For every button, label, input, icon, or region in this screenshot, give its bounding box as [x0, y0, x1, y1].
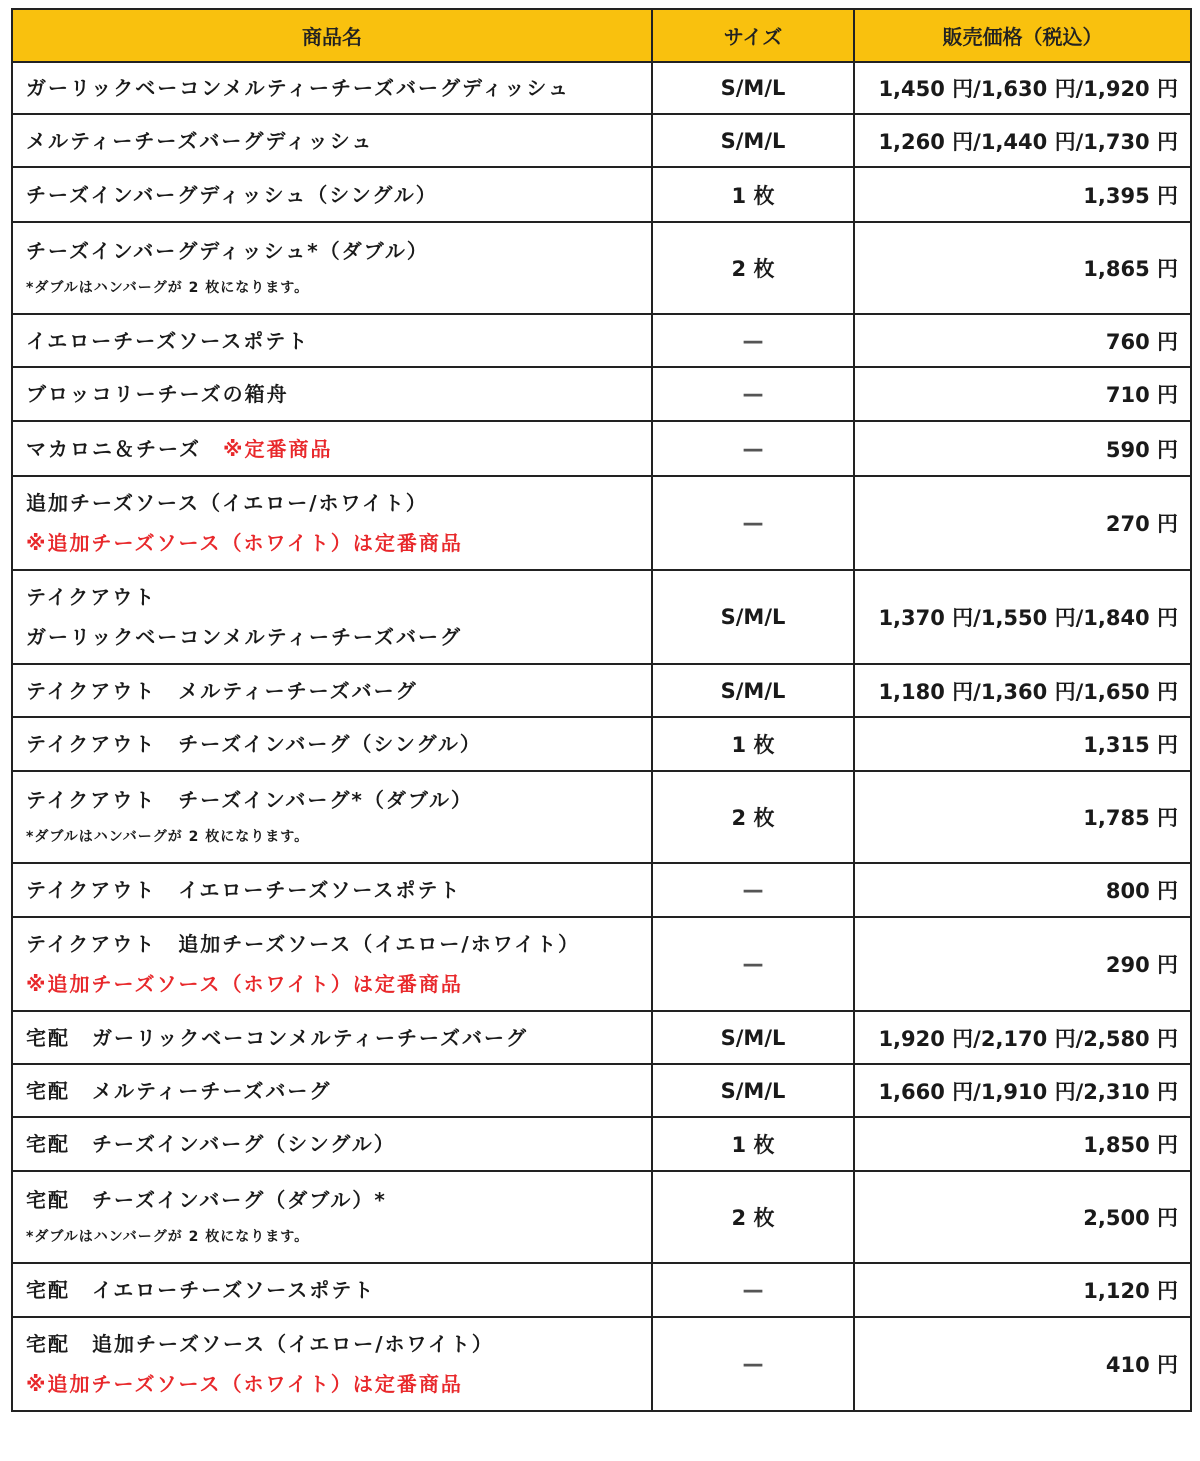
product-name-cell	[12, 421, 652, 476]
product-name: 宅配 イエローチーズソースポテト	[26, 1278, 376, 1302]
product-name: チーズインバーグディッシュ*（ダブル）	[26, 239, 429, 263]
size-cell: 1 枚	[652, 717, 854, 771]
table-row	[12, 863, 1191, 917]
size-cell: —	[652, 1263, 854, 1317]
price-cell: 1,120 円	[854, 1263, 1191, 1317]
price-cell: 1,920 円/2,170 円/2,580 円	[854, 1011, 1191, 1064]
product-name-cell	[12, 570, 652, 664]
product-name: テイクアウト 追加チーズソース（イエロー/ホワイト）	[26, 932, 581, 956]
product-name: 宅配 チーズインバーグ（シングル）	[26, 1132, 396, 1156]
table-body	[12, 62, 1191, 1411]
white-sauce-notice: ※追加チーズソース（ホワイト）は定番商品	[26, 531, 463, 555]
size-cell: —	[652, 421, 854, 476]
table-row	[12, 222, 1191, 314]
product-name: 追加チーズソース（イエロー/ホワイト）	[26, 491, 428, 515]
price-table	[11, 8, 1192, 1412]
product-name: 宅配 追加チーズソース（イエロー/ホワイト）	[26, 1332, 494, 1356]
product-name: ブロッコリーチーズの箱舟	[26, 382, 289, 406]
price-cell: 1,865 円	[854, 222, 1191, 314]
size-cell: —	[652, 863, 854, 917]
table-row	[12, 421, 1191, 476]
table-row	[12, 476, 1191, 570]
header-price: 販売価格（税込）	[854, 9, 1191, 62]
double-note: *ダブルはハンバーグが 2 枚になります。	[26, 280, 310, 296]
product-name-cell	[12, 917, 652, 1011]
product-name-line2: ガーリックベーコンメルティーチーズバーグ	[26, 625, 462, 649]
price-cell: 1,850 円	[854, 1117, 1191, 1171]
product-name: 宅配 メルティーチーズバーグ	[26, 1078, 332, 1103]
price-cell: 1,315 円	[854, 717, 1191, 771]
product-name: テイクアウト チーズインバーグ（シングル）	[26, 732, 482, 756]
size-cell: 2 枚	[652, 222, 854, 314]
table-row	[12, 917, 1191, 1011]
product-name-cell	[12, 114, 652, 167]
price-cell: 710 円	[854, 367, 1191, 421]
product-name-cell	[12, 222, 652, 314]
table-row	[12, 771, 1191, 863]
product-name-cell	[12, 1011, 652, 1064]
table-row	[12, 1171, 1191, 1263]
price-cell: 1,450 円/1,630 円/1,920 円	[854, 62, 1191, 114]
price-cell: 290 円	[854, 917, 1191, 1011]
table-row	[12, 570, 1191, 664]
table-row	[12, 314, 1191, 367]
table-row	[12, 62, 1191, 114]
product-name: ガーリックベーコンメルティーチーズバーグディッシュ	[26, 76, 570, 100]
table-row	[12, 367, 1191, 421]
table-row	[12, 1263, 1191, 1317]
price-cell: 760 円	[854, 314, 1191, 367]
size-cell: 2 枚	[652, 771, 854, 863]
product-name: チーズインバーグディッシュ（シングル）	[26, 182, 438, 207]
price-cell: 410 円	[854, 1317, 1191, 1411]
product-name-cell	[12, 314, 652, 367]
product-name-cell	[12, 863, 652, 917]
product-name-cell	[12, 167, 652, 222]
product-name: テイクアウト メルティーチーズバーグ	[26, 678, 418, 703]
price-cell: 1,660 円/1,910 円/2,310 円	[854, 1064, 1191, 1117]
product-name-cell	[12, 1171, 652, 1263]
size-cell: S/M/L	[652, 114, 854, 167]
price-cell: 2,500 円	[854, 1171, 1191, 1263]
size-cell: —	[652, 476, 854, 570]
table-row	[12, 1064, 1191, 1117]
size-cell: S/M/L	[652, 1011, 854, 1064]
product-name-cell	[12, 1317, 652, 1411]
product-name-cell	[12, 1117, 652, 1171]
product-name: イエローチーズソースポテト	[26, 328, 310, 353]
product-name: メルティーチーズバーグディッシュ	[26, 128, 374, 153]
size-cell: —	[652, 917, 854, 1011]
regular-item-notice: ※定番商品	[223, 436, 333, 461]
table-row	[12, 664, 1191, 717]
price-cell: 1,395 円	[854, 167, 1191, 222]
product-name: マカロニ＆チーズ	[26, 436, 201, 461]
table-row	[12, 1117, 1191, 1171]
size-cell: 2 枚	[652, 1171, 854, 1263]
product-name: テイクアウト イエローチーズソースポテト	[26, 878, 462, 902]
product-name: 宅配 ガーリックベーコンメルティーチーズバーグ	[26, 1025, 528, 1050]
size-cell: S/M/L	[652, 62, 854, 114]
price-cell: 800 円	[854, 863, 1191, 917]
product-name-cell	[12, 62, 652, 114]
product-name-cell	[12, 367, 652, 421]
price-cell: 1,260 円/1,440 円/1,730 円	[854, 114, 1191, 167]
white-sauce-notice: ※追加チーズソース（ホワイト）は定番商品	[26, 972, 463, 996]
price-cell: 590 円	[854, 421, 1191, 476]
product-name-cell	[12, 717, 652, 771]
size-cell: 1 枚	[652, 1117, 854, 1171]
price-cell: 270 円	[854, 476, 1191, 570]
product-name-cell	[12, 664, 652, 717]
product-name: テイクアウト	[26, 585, 157, 609]
size-cell: S/M/L	[652, 570, 854, 664]
product-name-cell	[12, 1263, 652, 1317]
table-row	[12, 1011, 1191, 1064]
header-product-name: 商品名	[12, 9, 652, 62]
white-sauce-notice: ※追加チーズソース（ホワイト）は定番商品	[26, 1372, 463, 1396]
double-note: *ダブルはハンバーグが 2 枚になります。	[26, 829, 310, 845]
size-cell: S/M/L	[652, 1064, 854, 1117]
double-note: *ダブルはハンバーグが 2 枚になります。	[26, 1229, 310, 1245]
product-name-cell	[12, 476, 652, 570]
product-name-cell	[12, 771, 652, 863]
product-name-line	[26, 429, 651, 469]
product-name: テイクアウト チーズインバーグ*（ダブル）	[26, 788, 474, 812]
size-cell: S/M/L	[652, 664, 854, 717]
table-row	[12, 114, 1191, 167]
table-header-row	[12, 9, 1191, 62]
price-cell: 1,785 円	[854, 771, 1191, 863]
table-row	[12, 1317, 1191, 1411]
price-cell: 1,370 円/1,550 円/1,840 円	[854, 570, 1191, 664]
size-cell: —	[652, 1317, 854, 1411]
table-row	[12, 167, 1191, 222]
product-name-cell	[12, 1064, 652, 1117]
table-row	[12, 717, 1191, 771]
product-name: 宅配 チーズインバーグ（ダブル）*	[26, 1188, 387, 1212]
header-size: サイズ	[652, 9, 854, 62]
price-cell: 1,180 円/1,360 円/1,650 円	[854, 664, 1191, 717]
size-cell: 1 枚	[652, 167, 854, 222]
size-cell: —	[652, 314, 854, 367]
size-cell: —	[652, 367, 854, 421]
